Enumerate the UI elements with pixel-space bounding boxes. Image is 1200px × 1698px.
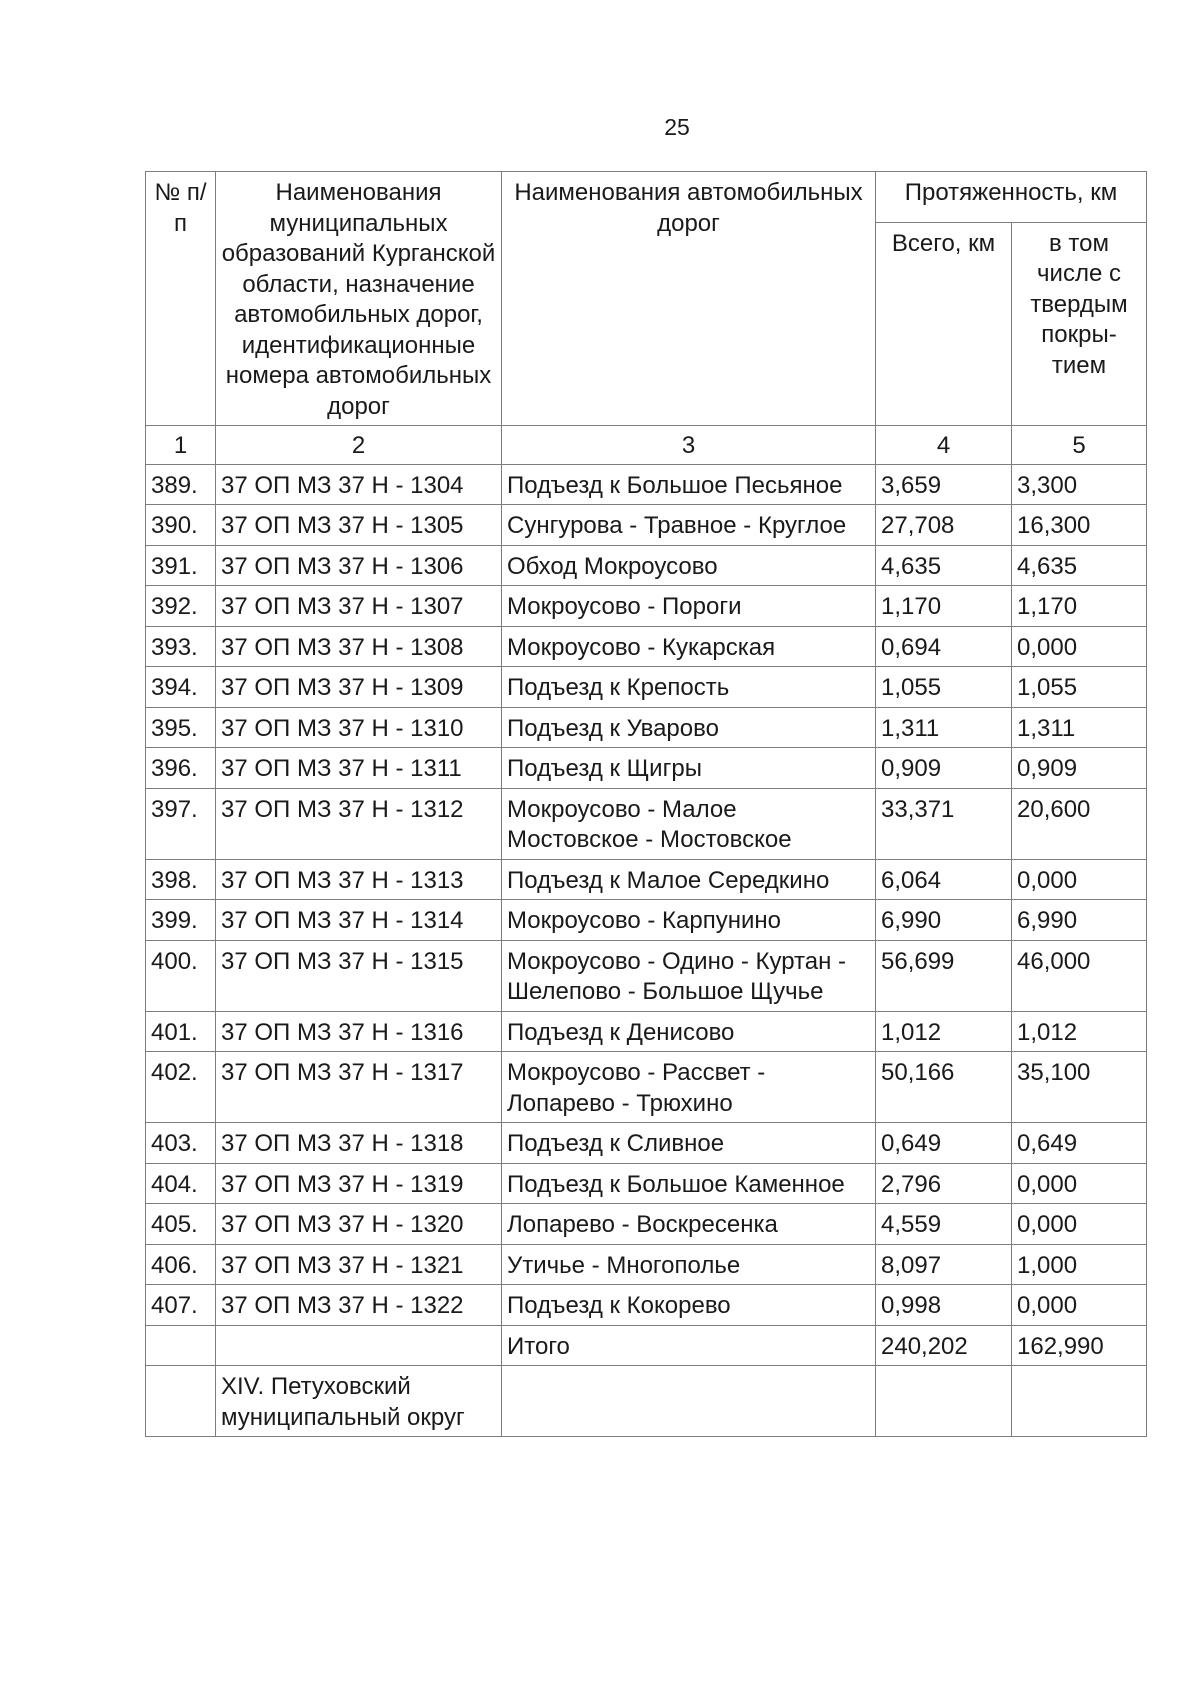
table-row	[146, 748, 1147, 789]
row-number: 404.	[146, 1163, 216, 1204]
road-identifier: 37 ОП МЗ 37 Н - 1307	[216, 586, 502, 627]
total-label: Итого	[502, 1325, 876, 1366]
length-total: 27,708	[876, 505, 1012, 546]
row-number: 390.	[146, 505, 216, 546]
total-row-num-cell	[146, 1325, 216, 1366]
length-total: 4,635	[876, 545, 1012, 586]
column-number: 5	[1012, 426, 1147, 465]
table-row	[146, 667, 1147, 708]
total-length: 240,202	[876, 1325, 1012, 1366]
length-hard-surface: 4,635	[1012, 545, 1147, 586]
length-total: 4,559	[876, 1204, 1012, 1245]
length-total: 3,659	[876, 464, 1012, 505]
road-identifier: 37 ОП МЗ 37 Н - 1313	[216, 859, 502, 900]
length-hard-surface: 1,055	[1012, 667, 1147, 708]
length-total: 2,796	[876, 1163, 1012, 1204]
road-name: Мокроусово - Пороги	[502, 586, 876, 627]
total-hard-surface: 162,990	[1012, 1325, 1147, 1366]
section-title: XIV. Петуховский муниципальный округ	[216, 1366, 502, 1437]
length-hard-surface: 0,000	[1012, 1285, 1147, 1326]
road-name: Мокроусово - Одино - Куртан - Шелепово - Большое Щучье	[502, 940, 876, 1011]
road-identifier: 37 ОП МЗ 37 Н - 1314	[216, 900, 502, 941]
column-number: 3	[502, 426, 876, 465]
road-identifier: 37 ОП МЗ 37 Н - 1318	[216, 1123, 502, 1164]
road-name: Подъезд к Малое Середкино	[502, 859, 876, 900]
row-number: 400.	[146, 940, 216, 1011]
road-name: Подъезд к Большое Каменное	[502, 1163, 876, 1204]
row-number: 394.	[146, 667, 216, 708]
row-number: 389.	[146, 464, 216, 505]
length-total: 1,012	[876, 1011, 1012, 1052]
section-row-empty-cell	[502, 1366, 876, 1437]
road-name: Подъезд к Денисово	[502, 1011, 876, 1052]
road-name: Лопарево - Воскресенка	[502, 1204, 876, 1245]
length-hard-surface: 20,600	[1012, 788, 1147, 859]
table-row	[146, 1123, 1147, 1164]
table-row	[146, 1011, 1147, 1052]
section-row-num-cell	[146, 1366, 216, 1437]
column-number: 4	[876, 426, 1012, 465]
road-identifier: 37 ОП МЗ 37 Н - 1310	[216, 707, 502, 748]
length-hard-surface: 16,300	[1012, 505, 1147, 546]
row-number: 393.	[146, 626, 216, 667]
length-total: 6,990	[876, 900, 1012, 941]
road-identifier: 37 ОП МЗ 37 Н - 1308	[216, 626, 502, 667]
road-identifier: 37 ОП МЗ 37 Н - 1321	[216, 1244, 502, 1285]
table-row	[146, 505, 1147, 546]
road-name: Утичье - Многополье	[502, 1244, 876, 1285]
header-municipality: Наименования муниципальных образований Курганской области, назначение автомобильных дорог, идентификационные номера автомобильных дорог	[216, 172, 502, 426]
length-total: 33,371	[876, 788, 1012, 859]
road-name: Подъезд к Сливное	[502, 1123, 876, 1164]
table-row	[146, 1163, 1147, 1204]
table-row	[146, 788, 1147, 859]
length-hard-surface: 1,170	[1012, 586, 1147, 627]
length-hard-surface: 1,311	[1012, 707, 1147, 748]
length-hard-surface: 1,012	[1012, 1011, 1147, 1052]
table-row	[146, 900, 1147, 941]
header-length-group: Протяженность, км	[876, 172, 1147, 223]
road-name: Подъезд к Крепость	[502, 667, 876, 708]
road-name: Мокроусово - Карпунино	[502, 900, 876, 941]
length-total: 0,998	[876, 1285, 1012, 1326]
column-number-row	[146, 426, 1147, 465]
road-name: Подъезд к Щигры	[502, 748, 876, 789]
row-number: 399.	[146, 900, 216, 941]
length-hard-surface: 35,100	[1012, 1052, 1147, 1123]
road-identifier: 37 ОП МЗ 37 Н - 1305	[216, 505, 502, 546]
length-total: 1,311	[876, 707, 1012, 748]
road-identifier: 37 ОП МЗ 37 Н - 1319	[216, 1163, 502, 1204]
table-row	[146, 1285, 1147, 1326]
table-header	[146, 172, 1147, 465]
column-number: 2	[216, 426, 502, 465]
row-number: 401.	[146, 1011, 216, 1052]
length-total: 1,170	[876, 586, 1012, 627]
road-name: Мокроусово - Рассвет - Лопарево - Трюхино	[502, 1052, 876, 1123]
road-name: Подъезд к Кокорево	[502, 1285, 876, 1326]
table-row	[146, 1052, 1147, 1123]
header-road-name: Наименования автомобильных дорог	[502, 172, 876, 426]
row-number: 407.	[146, 1285, 216, 1326]
length-hard-surface: 46,000	[1012, 940, 1147, 1011]
row-number: 395.	[146, 707, 216, 748]
length-total: 56,699	[876, 940, 1012, 1011]
road-name: Обход Мокроусово	[502, 545, 876, 586]
road-identifier: 37 ОП МЗ 37 Н - 1316	[216, 1011, 502, 1052]
header-length-total: Всего, км	[876, 222, 1012, 425]
column-number: 1	[146, 426, 216, 465]
length-total: 0,649	[876, 1123, 1012, 1164]
table-row	[146, 707, 1147, 748]
table-row	[146, 626, 1147, 667]
length-total: 1,055	[876, 667, 1012, 708]
length-total: 8,097	[876, 1244, 1012, 1285]
road-name: Мокроусово - Кукарская	[502, 626, 876, 667]
road-identifier: 37 ОП МЗ 37 Н - 1322	[216, 1285, 502, 1326]
length-hard-surface: 6,990	[1012, 900, 1147, 941]
length-total: 6,064	[876, 859, 1012, 900]
road-name: Сунгурова - Травное - Круглое	[502, 505, 876, 546]
road-name: Подъезд к Большое Песьяное	[502, 464, 876, 505]
row-number: 396.	[146, 748, 216, 789]
table-row	[146, 1244, 1147, 1285]
length-hard-surface: 0,000	[1012, 626, 1147, 667]
length-hard-surface: 1,000	[1012, 1244, 1147, 1285]
section-row	[146, 1366, 1147, 1437]
section-row-empty-cell	[876, 1366, 1012, 1437]
header-row-number: № п/п	[146, 172, 216, 426]
length-hard-surface: 0,000	[1012, 1163, 1147, 1204]
table-row	[146, 1204, 1147, 1245]
length-hard-surface: 0,000	[1012, 1204, 1147, 1245]
row-number: 398.	[146, 859, 216, 900]
row-number: 392.	[146, 586, 216, 627]
total-row	[146, 1325, 1147, 1366]
table-row	[146, 859, 1147, 900]
road-name: Подъезд к Уварово	[502, 707, 876, 748]
table-row	[146, 940, 1147, 1011]
road-identifier: 37 ОП МЗ 37 Н - 1320	[216, 1204, 502, 1245]
road-identifier: 37 ОП МЗ 37 Н - 1304	[216, 464, 502, 505]
row-number: 402.	[146, 1052, 216, 1123]
road-identifier: 37 ОП МЗ 37 Н - 1309	[216, 667, 502, 708]
total-row-id-cell	[216, 1325, 502, 1366]
table-row	[146, 586, 1147, 627]
row-number: 403.	[146, 1123, 216, 1164]
row-number: 406.	[146, 1244, 216, 1285]
road-identifier: 37 ОП МЗ 37 Н - 1306	[216, 545, 502, 586]
length-hard-surface: 0,909	[1012, 748, 1147, 789]
length-total: 50,166	[876, 1052, 1012, 1123]
length-total: 0,694	[876, 626, 1012, 667]
row-number: 391.	[146, 545, 216, 586]
road-identifier: 37 ОП МЗ 37 Н - 1311	[216, 748, 502, 789]
page-number: 25	[664, 114, 690, 140]
roads-table	[145, 171, 1147, 1437]
header-length-hard-surface: в том числе с твердым покры-тием	[1012, 222, 1147, 425]
table-row	[146, 545, 1147, 586]
row-number: 405.	[146, 1204, 216, 1245]
section-row-empty-cell	[1012, 1366, 1147, 1437]
road-identifier: 37 ОП МЗ 37 Н - 1315	[216, 940, 502, 1011]
road-identifier: 37 ОП МЗ 37 Н - 1312	[216, 788, 502, 859]
road-identifier: 37 ОП МЗ 37 Н - 1317	[216, 1052, 502, 1123]
row-number: 397.	[146, 788, 216, 859]
length-total: 0,909	[876, 748, 1012, 789]
length-hard-surface: 0,649	[1012, 1123, 1147, 1164]
road-name: Мокроусово - Малое Мостовское - Мостовское	[502, 788, 876, 859]
table-row	[146, 464, 1147, 505]
length-hard-surface: 3,300	[1012, 464, 1147, 505]
length-hard-surface: 0,000	[1012, 859, 1147, 900]
table-body	[146, 464, 1147, 1325]
